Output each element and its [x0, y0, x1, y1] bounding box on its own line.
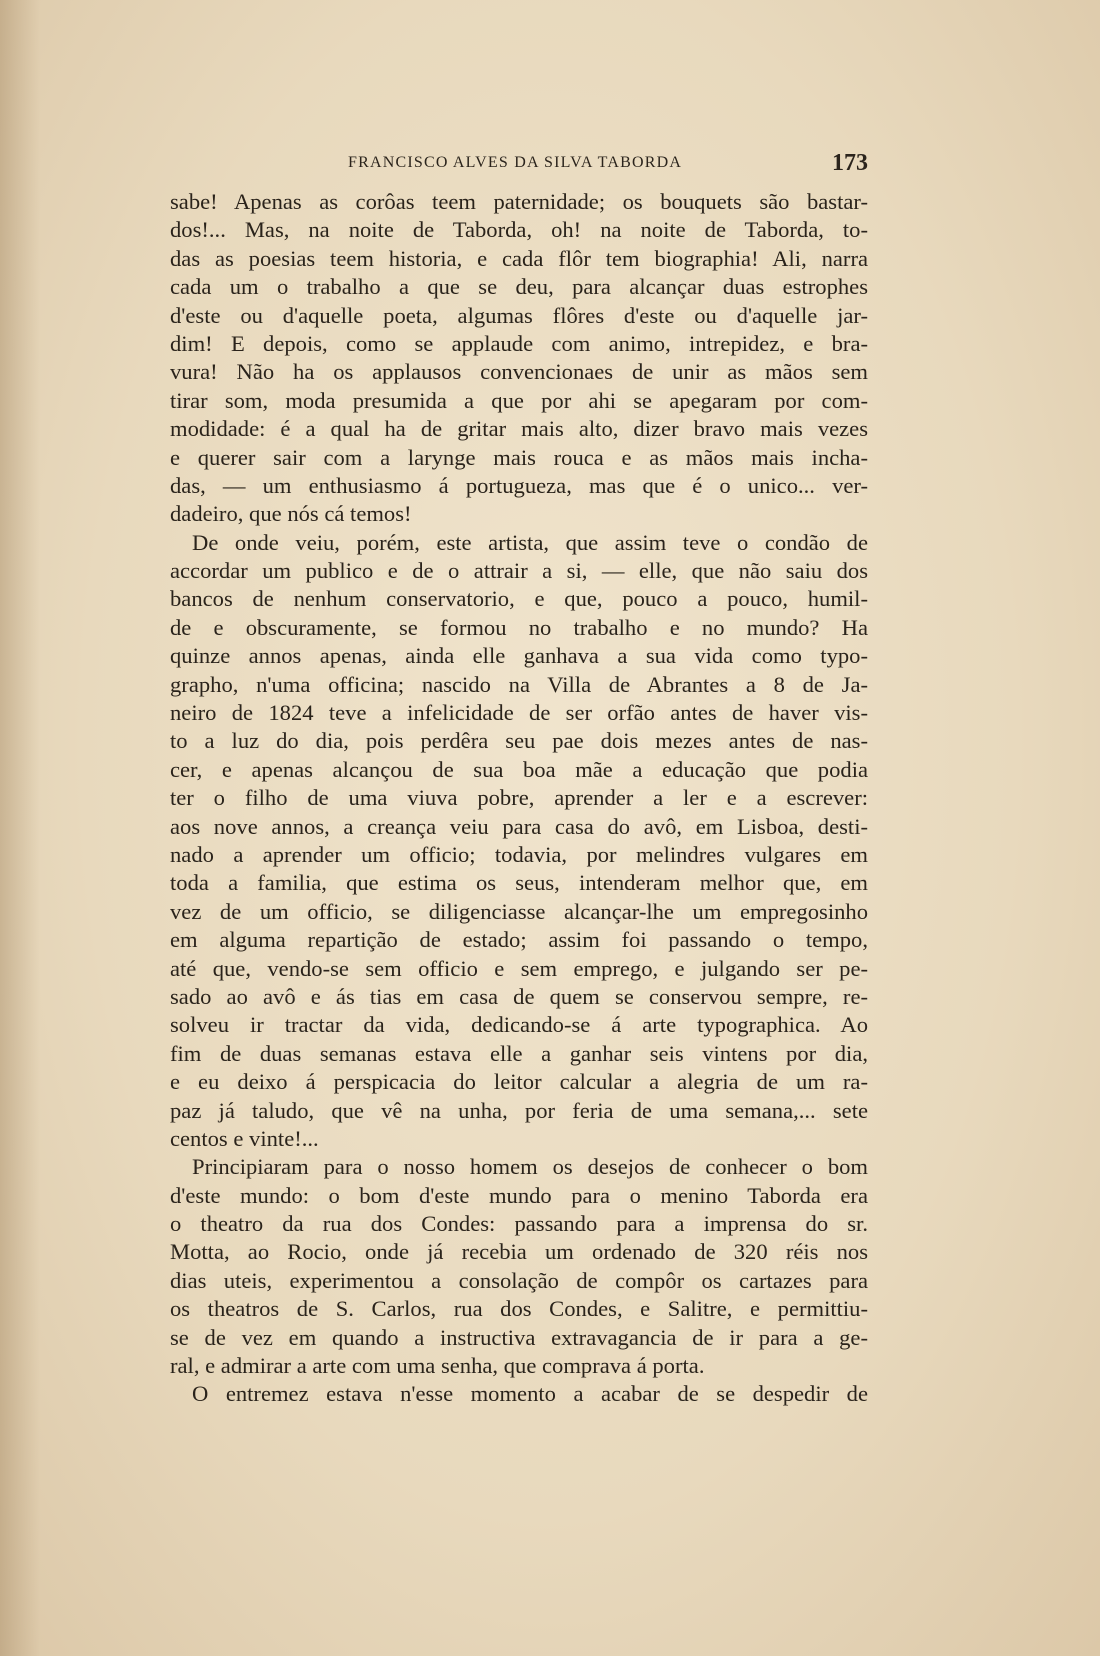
text-line: dim! E depois, como se applaude com animo, intrepidez, e bra-: [170, 330, 868, 356]
text-line: dias uteis, experimentou a consolação de compôr os cartazes para: [170, 1267, 868, 1293]
text-line: De onde veiu, porém, este artista, que assim teve o condão de: [192, 529, 868, 555]
text-line: to a luz do dia, pois perdêra seu pae dois mezes antes de nas-: [170, 728, 868, 754]
text-line: bancos de nenhum conservatorio, e que, pouco a pouco, humil-: [170, 586, 868, 612]
text-line: e querer sair com a larynge mais rouca e as mãos mais incha-: [170, 444, 868, 470]
text-line: sado ao avô e ás tias em casa de quem se conservou sempre, re-: [170, 983, 868, 1009]
text-line: das, — um enthusiasmo á portugueza, mas que é o unico... ver-: [170, 472, 868, 498]
text-line: toda a familia, que estima os seus, intenderam melhor que, em: [170, 870, 868, 896]
text-line: centos e vinte!...: [170, 1125, 319, 1151]
text-line: Motta, ao Rocio, onde já recebia um ordenado de 320 réis nos: [170, 1239, 868, 1265]
text-line: se de vez em quando a instructiva extravagancia de ir para a ge-: [170, 1324, 868, 1350]
text-line: o theatro da rua dos Condes: passando para a imprensa do sr.: [170, 1211, 868, 1237]
text-line: fim de duas semanas estava elle a ganhar seis vintens por dia,: [170, 1040, 868, 1066]
text-line: solveu ir tractar da vida, dedicando-se á arte typographica. Ao: [170, 1012, 868, 1038]
text-line: vura! Não ha os applausos convencionaes de unir as mãos sem: [170, 359, 868, 385]
page-number: 173: [832, 150, 868, 176]
text-line: sabe! Apenas as corôas teem paternidade; os bouquets são bastar-: [170, 189, 868, 214]
running-title: FRANCISCO ALVES DA SILVA TABORDA: [348, 154, 683, 171]
text-line: de e obscuramente, se formou no trabalho e no mundo? Ha: [170, 614, 868, 640]
text-line: aos nove annos, a creança veiu para casa do avô, em Lisboa, desti-: [170, 813, 868, 839]
text-line: accordar um publico e de o attrair a si, — elle, que não saiu dos: [170, 558, 868, 584]
text-line: ter o filho de uma viuva pobre, aprender a ler e a escrever:: [170, 785, 868, 811]
text-line: neiro de 1824 teve a infelicidade de ser orfão antes de haver vis-: [170, 700, 868, 726]
text-line: e eu deixo á perspicacia do leitor calcular a alegria de um ra-: [170, 1069, 868, 1095]
text-line: d'este mundo: o bom d'este mundo para o menino Taborda era: [170, 1182, 868, 1208]
text-line: dos!... Mas, na noite de Taborda, oh! na noite de Taborda, to-: [170, 217, 868, 243]
text-line: cer, e apenas alcançou de sua boa mãe a educação que podia: [170, 756, 868, 782]
text-line: dadeiro, que nós cá temos!: [170, 501, 412, 527]
text-line: os theatros de S. Carlos, rua dos Condes, e Salitre, e permittiu-: [170, 1296, 868, 1322]
text-line: das as poesias teem historia, e cada flôr tem biographia! Ali, narra: [170, 245, 868, 271]
text-line: nado a aprender um officio; todavia, por melindres vulgares em: [170, 841, 868, 867]
text-line: d'este ou d'aquelle poeta, algumas flôres d'este ou d'aquelle jar-: [170, 302, 868, 328]
text-line: ral, e admirar a arte com uma senha, que comprava á porta.: [170, 1353, 705, 1379]
text-line: O entremez estava n'esse momento a acabar de se despedir de: [192, 1381, 868, 1407]
body-text: [170, 188, 868, 1409]
text-line: modidade: é a qual ha de gritar mais alto, dizer bravo mais vezes: [170, 416, 868, 442]
text-line: paz já taludo, que vê na unha, por feria de uma semana,... sete: [170, 1097, 868, 1123]
text-line: até que, vendo-se sem officio e sem emprego, e julgando ser pe-: [170, 955, 868, 981]
text-line: cada um o trabalho a que se deu, para alcançar duas estrophes: [170, 274, 868, 300]
running-head: [348, 150, 868, 180]
text-line: quinze annos apenas, ainda elle ganhava a sua vida como typo-: [170, 643, 868, 669]
text-line: vez de um officio, se diligenciasse alcançar-lhe um empregosinho: [170, 898, 868, 924]
page-edge-shadow: [0, 0, 40, 1656]
text-line: tirar som, moda presumida a que por ahi se apegaram por com-: [170, 387, 868, 413]
text-line: em alguma repartição de estado; assim foi passando o tempo,: [170, 927, 868, 953]
text-line: grapho, n'uma officina; nascido na Villa de Abrantes a 8 de Ja-: [170, 671, 868, 697]
text-line: Principiaram para o nosso homem os desejos de conhecer o bom: [192, 1154, 868, 1180]
